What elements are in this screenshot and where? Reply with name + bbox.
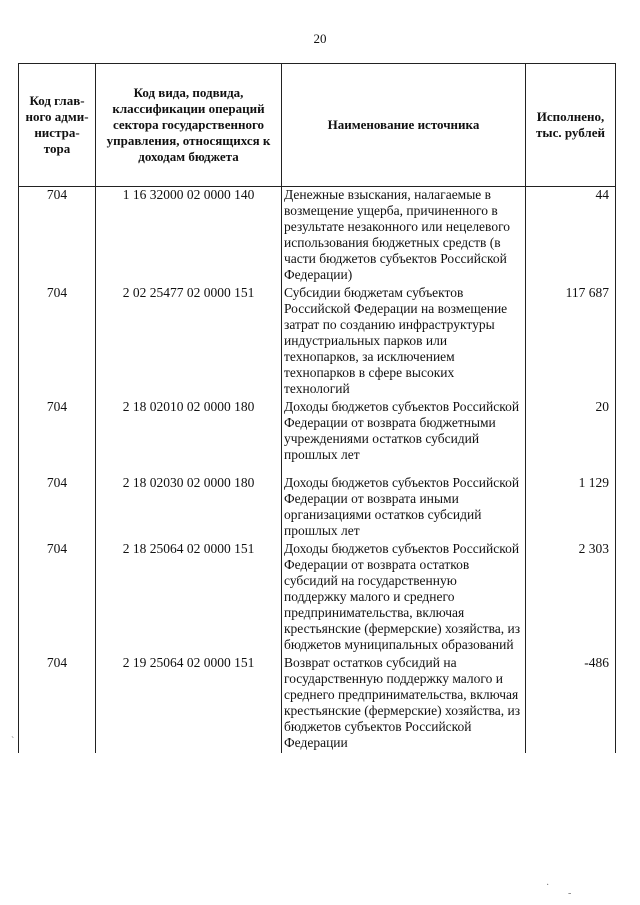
table-body — [19, 187, 616, 754]
table-header — [19, 64, 616, 187]
classification-code-cell: 1 16 32000 02 0000 140 — [96, 187, 282, 286]
amount-cell: 44 — [526, 187, 616, 286]
table-row — [19, 475, 616, 541]
admin-code-cell: 704 — [19, 541, 96, 655]
admin-code-cell: 704 — [19, 399, 96, 475]
classification-code-cell: 2 18 02030 02 0000 180 — [96, 475, 282, 541]
source-name-cell: Субсидии бюджетам субъектов Российской Федерации на возмещение затрат по созданию инфраструктуры индустриальных парков или технопарков, за исключением технопарков в сфере высоких технологий — [282, 285, 526, 399]
source-name-cell: Доходы бюджетов субъектов Российской Федерации от возврата иными организациями остатков субсидий прошлых лет — [282, 475, 526, 541]
admin-code-cell: 704 — [19, 655, 96, 753]
source-name-cell: Доходы бюджетов субъектов Российской Федерации от возврата бюджетными учреждениями остатков субсидий прошлых лет — [282, 399, 526, 475]
amount-cell: 2 303 — [526, 541, 616, 655]
table-row — [19, 655, 616, 753]
classification-code-cell: 2 18 25064 02 0000 151 — [96, 541, 282, 655]
admin-code-cell: 704 — [19, 475, 96, 541]
source-name-cell: Доходы бюджетов субъектов Российской Федерации от возврата остатков субсидий на государственную поддержку малого и среднего предпринимательства, включая крестьянские (фермерские) хозяйства, из бюджетов муниципальных образований — [282, 541, 526, 655]
revenue-table — [18, 63, 616, 753]
classification-code-cell: 2 19 25064 02 0000 151 — [96, 655, 282, 753]
table-row — [19, 399, 616, 475]
scan-artifact: ` — [11, 736, 15, 747]
table-row — [19, 285, 616, 399]
amount-cell: -486 — [526, 655, 616, 753]
header-source-name: Наименование источника — [282, 64, 526, 187]
header-admin-code: Код глав-ного адми-нистра-тора — [19, 64, 96, 187]
header-executed-amount: Исполнено, тыс. рублей — [526, 64, 616, 187]
source-name-cell: Возврат остатков субсидий на государственную поддержку малого и среднего предпринимательства, включая крестьянские (фермерские) хозяйства, из бюджетов субъектов Российской Федерации — [282, 655, 526, 753]
scan-artifact: · — [546, 880, 550, 891]
table-row — [19, 541, 616, 655]
amount-cell: 20 — [526, 399, 616, 475]
classification-code-cell: 2 02 25477 02 0000 151 — [96, 285, 282, 399]
scan-artifact: - — [568, 888, 572, 899]
source-name-cell: Денежные взыскания, налагаемые в возмещение ущерба, причиненного в результате незаконного или нецелевого использования бюджетных средств (в части бюджетов субъектов Российской Федерации) — [282, 187, 526, 286]
classification-code-cell: 2 18 02010 02 0000 180 — [96, 399, 282, 475]
table-row — [19, 187, 616, 286]
page-number: 20 — [313, 31, 327, 46]
admin-code-cell: 704 — [19, 187, 96, 286]
amount-cell: 1 129 — [526, 475, 616, 541]
amount-cell: 117 687 — [526, 285, 616, 399]
admin-code-cell: 704 — [19, 285, 96, 399]
header-classification-code: Код вида, подвида, классификации операций сектора государственного управления, относящихся к доходам бюджета — [96, 64, 282, 187]
